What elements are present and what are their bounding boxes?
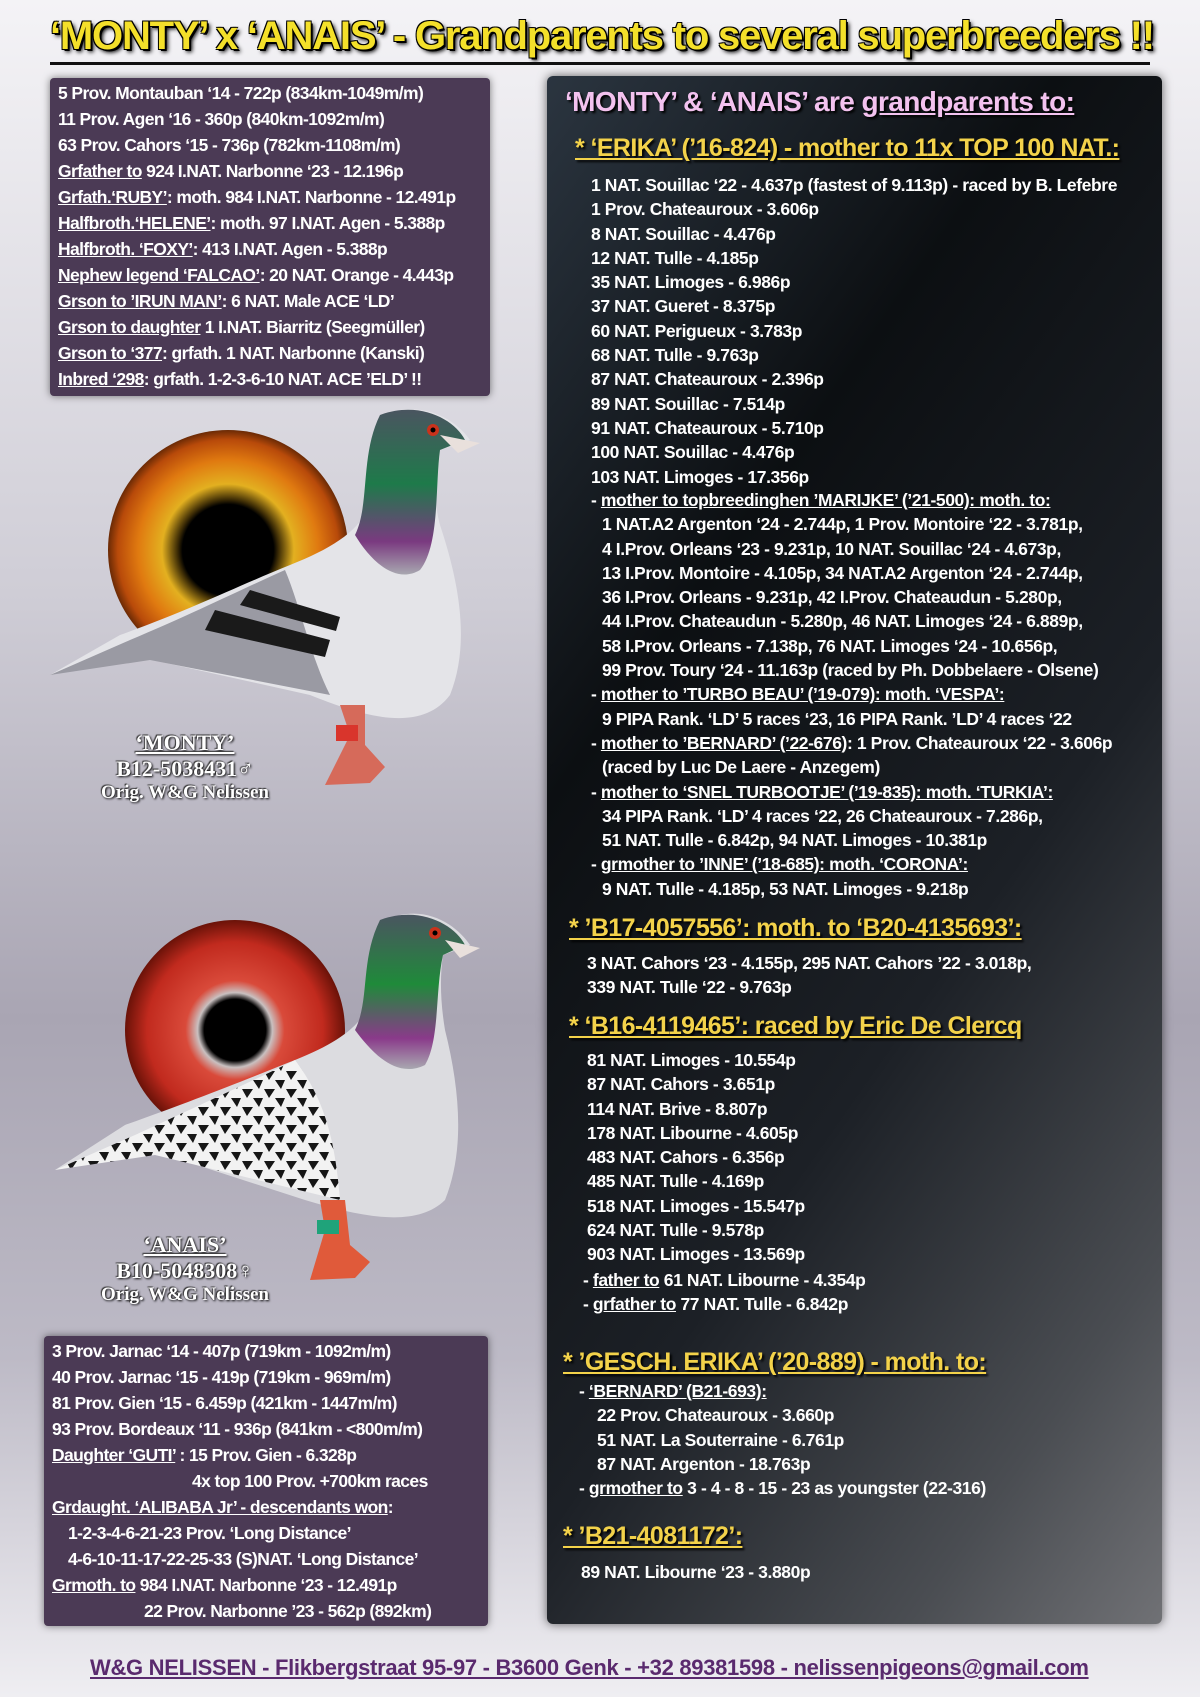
monty-result-line [50,236,490,262]
erika-result-line: 103 NAT. Limoges - 17.356p [591,466,809,487]
monty-line-text: : moth. 984 I.NAT. Narbonne - 12.491p [166,187,456,207]
erika-result-line: 1 NAT. Souillac ‘22 - 4.637p (fastest of 9.113p) - raced by B. Lefebre [591,175,1118,195]
anais-line-lead: Grdaught. ‘ALIBABA Jr’ - descendants won [52,1497,388,1517]
monty-line-lead: Grson to daughter [58,317,201,337]
bernard-title: mother to ’BERNARD’ (’22-676) [600,732,847,753]
bernard-rest: : 1 Prov. Chateauroux ‘22 - 3.606p [846,732,1113,753]
erika-result-line: 68 NAT. Tulle - 9.763p [591,345,759,366]
erika-title: * ‘ERIKA’ (’16-824) - mother to 11x TOP 100 NAT.: [575,134,1120,162]
marijke-result-line: 1 NAT.A2 Argenton ‘24 - 2.744p, 1 Prov. Montoire ‘22 - 3.781p, [602,514,1083,535]
monty-line-lead: Grfath.‘RUBY’ [58,187,167,207]
anais-result-line [44,1494,488,1520]
b16-grfather-text: 77 NAT. Tulle - 6.842p [676,1294,849,1315]
anais-label [90,1232,280,1306]
panel-heading-a: ‘MONTY’ & ‘ANAIS’ are [565,86,862,117]
monty-line-text: 11 Prov. Agen ‘16 - 360p (840km-1092m/m) [58,109,385,129]
monty-line-text: 1 I.NAT. Biarritz (Seegmüller) [200,317,425,337]
b17-heading [569,914,1022,943]
gesch-grmother-text: 3 - 4 - 8 - 15 - 23 as youngster (22-316) [682,1478,986,1499]
anais-result-line: 4x top 100 Prov. +700km races [192,1471,428,1491]
anais-results-box [44,1336,488,1626]
snel-title: mother to ‘SNEL TURBOOTJE’ (’19-835): moth. ‘TURKIA’: [600,781,1053,802]
anais-result-line: 81 Prov. Gien ‘15 - 6.459p (421km - 1447m/m) [52,1393,397,1413]
monty-result-line [50,314,490,340]
marijke-block: - mother to topbreedinghen ’MARIJKE’ (’21-500): moth. to: 1 NAT.A2 Argenton ‘24 - 2.744p, 1 Prov. Montoire ‘22 - 3.781p, 4 I.Prov. Orleans ‘23 - 9.231p, 10 NAT. Souillac ‘24 - 4.673p, 13 I.Prov. Montoire - 4.105p, 34 NAT.A2 Argenton ‘24 - 2.744p, 36 I.Prov. Orleans - 9.231p, 42 I.Prov. Chateaudun - 5.280p, 44 I.Prov. Chateaudun - 5.280p, 46 NAT. Limoges ‘24 - 6.889p, 58 I.Prov. Orleans - 7.138p, 76 NAT. Limoges ‘24 - 10.656p, 99 Prov. Toury ‘24 - 11.163p (raced by Ph. Dobbelaere - Olsene) - mother to ’TURBO BEAU’ (’19-079): moth. ‘VESPA’: 9 PIPA Rank. ‘LD’ 5 races ‘23, 16 PIPA Rank. ’LD’ 4 races ‘22 - mother to ’BERNARD’ (’22-676): 1 Prov. Chateauroux ‘22 - 3.606p (raced by Luc De Laere - Anzegem) - mother to ‘SNEL TURBOOTJE’ (’19-835): moth. ‘TURKIA’: 34 PIPA Rank. ‘LD’ 4 races ‘22, 26 Chateauroux - 7.286p, 51 NAT. Tulle - 6.842p, 94 NAT. Limoges - 10.381p - grmother to ’INNE’ (’18-685): moth. ‘CORONA’: 9 NAT. Tulle - 4.185p, 53 NAT. Limoges - 9.218p [591,488,1112,901]
erika-result-line: 1 Prov. Chateauroux - 3.606p [591,199,819,220]
monty-result-line [50,132,490,158]
monty-line-text: 5 Prov. Montauban ‘14 - 722p (834km-1049m/m) [58,83,424,103]
b16-family: - father to 61 NAT. Libourne - 4.354p - grfather to 77 NAT. Tulle - 6.842p [583,1270,866,1315]
marijke-result-line: 36 I.Prov. Orleans - 9.231p, 42 I.Prov. Chateaudun - 5.280p, [602,587,1062,608]
gesch-result-line: 87 NAT. Argenton - 18.763p [597,1453,811,1474]
b21-line: 89 NAT. Libourne ‘23 - 3.880p [581,1562,811,1582]
monty-line-lead: Nephew legend ‘FALCAO’ [58,265,260,285]
erika-result-line: 12 NAT. Tulle - 4.185p [591,247,759,268]
marijke-title: mother to topbreedinghen ’MARIJKE’ (’21-500): moth. to: [600,490,1051,510]
b21-title: * ’B21-4081172’: [563,1522,743,1550]
anais-result-line: 3 Prov. Jarnac ‘14 - 407p (719km - 1092m/m) [52,1341,391,1361]
monty-line-text: 63 Prov. Cahors ‘15 - 736p (782km-1108m/m) [58,135,401,155]
marijke-result-line: 58 I.Prov. Orleans - 7.138p, 76 NAT. Limoges ‘24 - 10.656p, [602,635,1058,656]
snel-line: 51 NAT. Tulle - 6.842p, 94 NAT. Limoges - 10.381p [602,830,987,851]
panel-heading-b: grandparents to: [861,86,1075,117]
gesch-result-line: 22 Prov. Chateauroux - 3.660p [597,1405,835,1426]
anais-result-line: 4-6-10-11-17-22-25-33 (S)NAT. ‘Long Distance’ [68,1549,419,1569]
erika-result-line: 8 NAT. Souillac - 4.476p [591,223,776,244]
monty-line-lead: Halfbroth.‘HELENE’ [58,213,211,233]
page-title: ‘MONTY’ x ‘ANAIS’ - Grandparents to several superbreeders !! [50,14,1154,58]
b16-result-line: 81 NAT. Limoges - 10.554p [587,1050,796,1070]
b16-result-line: 485 NAT. Tulle - 4.169p [587,1171,764,1192]
marijke-result-line: 44 I.Prov. Chateaudun - 5.280p, 46 NAT. Limoges ‘24 - 6.889p, [602,611,1083,632]
anais-line-lead: Daughter ‘GUTI’ [52,1445,176,1465]
anais-result-line: 1-2-3-4-6-21-23 Prov. ‘Long Distance’ [68,1523,351,1543]
erika-result-line: 35 NAT. Limoges - 6.986p [591,272,791,293]
footer-contact: W&G NELISSEN - Flikbergstraat 95-97 - B3600 Genk - +32 89381598 - nelissenpigeons@gmail.com [90,1655,1089,1680]
b16-title: * ‘B16-4119465’: raced by Eric De Clercq [569,1012,1022,1040]
b16-result-line: 624 NAT. Tulle - 9.578p [587,1220,764,1241]
monty-line-lead: Grfather to [58,161,142,181]
monty-line-lead: Grson to ‘377 [58,343,163,363]
erika-result-line: 100 NAT. Souillac - 4.476p [591,442,795,463]
turbo-line: 9 PIPA Rank. ‘LD’ 5 races ‘23, 16 PIPA Rank. ’LD’ 4 races ‘22 [602,708,1072,729]
monty-result-line [50,184,490,210]
panel-heading [565,86,1074,118]
monty-line-text: : 413 I.NAT. Agen - 5.388p [192,239,388,259]
inne-title: grmother to ’INNE’ (’18-685): moth. ‘CORONA’: [600,854,968,875]
b16-result-line: 483 NAT. Cahors - 6.356p [587,1147,785,1168]
monty-line-lead: Halfbroth. ‘FOXY’ [58,239,193,259]
monty-line-text: : grfath. 1 NAT. Narbonne (Kanski) [162,343,425,363]
snel-line: 34 PIPA Rank. ‘LD’ 4 races ‘22, 26 Chateauroux - 7.286p, [602,805,1043,826]
monty-result-line [50,106,490,132]
anais-line-lead: Grmoth. to [52,1575,136,1595]
monty-result-line [50,366,490,392]
anais-result-line [44,1442,488,1468]
monty-result-line [50,262,490,288]
erika-result-line: 37 NAT. Gueret - 8.375p [591,296,776,317]
erika-results [591,173,1117,489]
gesch-result-line: 51 NAT. La Souterraine - 6.761p [597,1429,844,1450]
b16-result-line: 87 NAT. Cahors - 3.651p [587,1074,775,1095]
anais-result-line [44,1572,488,1598]
b17-results [587,951,1031,1000]
monty-results-box [50,78,490,396]
monty-result-line [50,340,490,366]
b16-heading [569,1012,1022,1041]
marijke-result-line: 99 Prov. Toury ‘24 - 11.163p (raced by Ph. Dobbelaere - Olsene) [602,660,1099,681]
b16-result-line: 518 NAT. Limoges - 15.547p [587,1195,805,1216]
erika-result-line: 91 NAT. Chateauroux - 5.710p [591,417,824,438]
marijke-result-line: 13 I.Prov. Montoire - 4.105p, 34 NAT.A2 Argenton ‘24 - 2.744p, [602,562,1083,583]
anais-line-text: : 15 Prov. Gien - 6.328p [175,1445,357,1465]
b17-line: 3 NAT. Cahors ‘23 - 4.155p, 295 NAT. Cahors ’22 - 3.018p, [587,953,1032,973]
erika-heading [575,134,1119,163]
b16-result-line: 114 NAT. Brive - 8.807p [587,1098,768,1119]
monty-result-line [50,288,490,314]
inne-line: 9 NAT. Tulle - 4.185p, 53 NAT. Limoges - 9.218p [602,878,969,899]
monty-line-text: : 20 NAT. Orange - 4.443p [259,265,454,285]
monty-ring: B12-5038431♂ [116,756,254,781]
gesch-results: - ‘BERNARD’ (B21-693): 22 Prov. Chateauroux - 3.660p 51 NAT. La Souterraine - 6.761p 87 NAT. Argenton - 18.763p - grmother to 3 - 4 - 8 - 15 - 23 as youngster (22-316) [579,1381,986,1499]
anais-result-line: 40 Prov. Jarnac ‘15 - 419p (719km - 969m/m) [52,1367,391,1387]
monty-label [90,730,280,804]
bernard-line: (raced by Luc De Laere - Anzegem) [602,757,880,778]
erika-result-line: 87 NAT. Chateauroux - 2.396p [591,369,824,390]
b17-title: * ’B17-4057556’: moth. to ‘B20-4135693’: [569,914,1022,942]
monty-line-lead: Grson to ’IRUN MAN’ [58,291,222,311]
turbo-title: mother to ’TURBO BEAU’ (’19-079): moth. ‘VESPA’: [600,684,1005,705]
anais-result-line: 93 Prov. Bordeaux ‘11 - 936p (841km - <800m/m) [52,1419,423,1439]
monty-name: ‘MONTY’ [135,730,235,755]
b16-result-line: 178 NAT. Libourne - 4.605p [587,1122,798,1143]
b16-grfather-lead: grfather to [592,1294,676,1315]
anais-result-line: 22 Prov. Narbonne ’23 - 562p (892km) [144,1601,432,1621]
b17-line: 339 NAT. Tulle ‘22 - 9.763p [587,977,792,998]
gesch-heading [563,1348,986,1377]
monty-line-lead: Inbred ‘298 [58,369,144,389]
monty-line-text: : moth. 97 I.NAT. Agen - 5.388p [210,213,445,233]
monty-result-line [50,80,490,106]
title-underline [50,62,1150,65]
b16-father-text: 61 NAT. Libourne - 4.354p [659,1270,866,1290]
gesch-title: * ’GESCH. ERIKA’ (’20-889) - moth. to: [563,1348,987,1376]
anais-origin: Orig. W&G Nelissen [100,1284,269,1305]
anais-name: ‘ANAIS’ [143,1232,227,1257]
monty-result-line [50,158,490,184]
grandchildren-panel [547,76,1162,1624]
b16-result-line: 903 NAT. Limoges - 13.569p [587,1244,805,1265]
b21-heading [563,1522,742,1551]
erika-result-line: 89 NAT. Souillac - 7.514p [591,393,785,414]
monty-line-text: : grfath. 1-2-3-6-10 NAT. ACE ’ELD’ !! [143,369,422,389]
monty-line-text: 924 I.NAT. Narbonne ‘23 - 12.196p [141,161,404,181]
gesch-sub: ‘BERNARD’ (B21-693): [588,1381,767,1401]
b16-results [587,1048,805,1267]
monty-line-text: : 6 NAT. Male ACE ‘LD’ [221,291,395,311]
monty-origin: Orig. W&G Nelissen [100,782,269,803]
anais-ring: B10-5048308♀ [116,1258,254,1283]
marijke-result-line: 4 I.Prov. Orleans ‘23 - 9.231p, 10 NAT. Souillac ‘24 - 4.673p, [602,538,1061,559]
erika-result-line: 60 NAT. Perigueux - 3.783p [591,320,803,341]
gesch-grmother-lead: grmother to [588,1478,683,1499]
b16-father-lead: father to [592,1270,660,1290]
anais-line-text: 984 I.NAT. Narbonne ‘23 - 12.491p [135,1575,397,1595]
anais-line-text: : [387,1497,393,1517]
monty-result-line [50,210,490,236]
